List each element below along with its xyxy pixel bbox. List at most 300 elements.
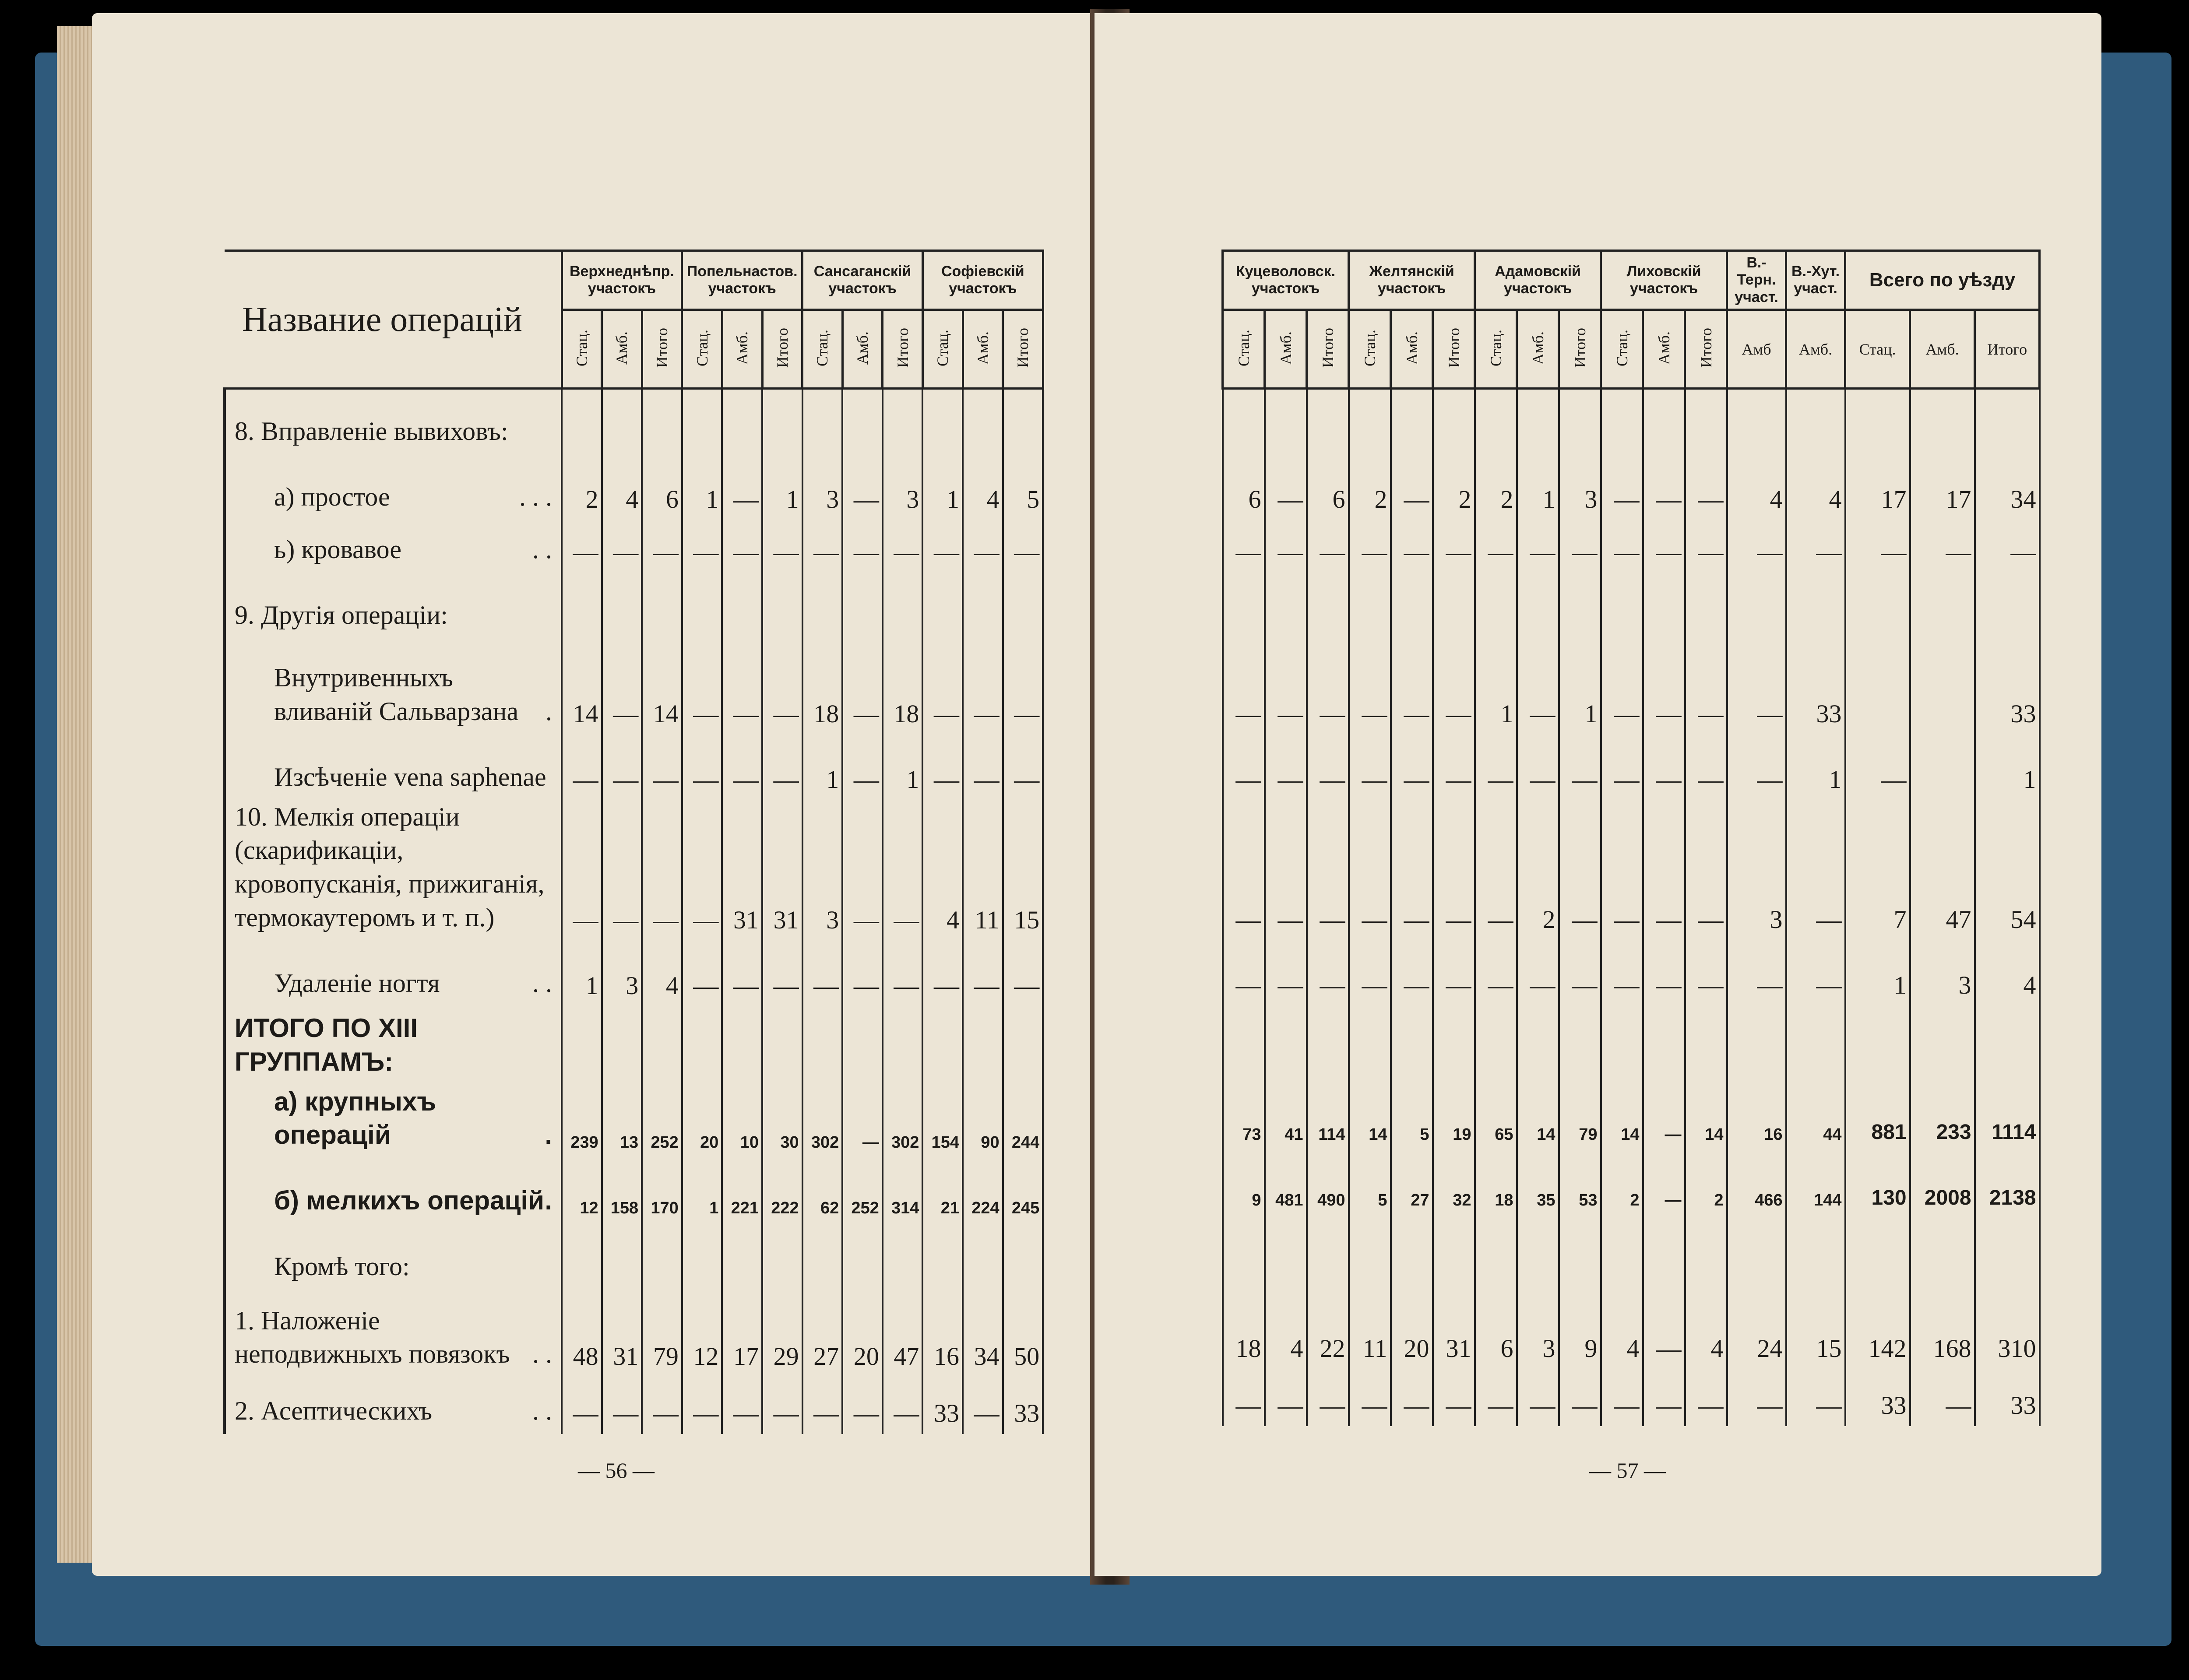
table-cell xyxy=(642,1224,682,1290)
table-cell xyxy=(1475,1006,1517,1085)
table-cell: — xyxy=(1475,1369,1517,1426)
table-cell xyxy=(1349,389,1391,454)
table-cell: 65 xyxy=(1475,1085,1517,1150)
table-cell: — xyxy=(762,941,802,1006)
table-cell: 4 xyxy=(1975,940,2040,1006)
table-cell: — xyxy=(1349,520,1391,573)
column-header-label: Стац. xyxy=(1487,330,1505,366)
table-cell xyxy=(1349,1006,1391,1085)
column-header-label: Стац. xyxy=(573,330,591,366)
operation-name-text: ИТОГО ПО XIII ГРУППАМЪ: xyxy=(235,1013,418,1076)
table-cell xyxy=(802,1224,843,1290)
table-cell: — xyxy=(562,520,602,573)
column-header-label: Стац. xyxy=(693,330,711,366)
table-cell: 44 xyxy=(1786,1085,1845,1150)
table-cell: 20 xyxy=(682,1085,722,1159)
table-cell: 1 xyxy=(1845,940,1910,1006)
table-cell: — xyxy=(1223,1369,1265,1426)
table-cell: 14 xyxy=(1685,1085,1727,1150)
table-cell: 4 xyxy=(963,454,1003,520)
table-cell: 881 xyxy=(1845,1085,1910,1150)
column-header-label: Амб. xyxy=(613,331,631,365)
table-cell: 2 xyxy=(1475,454,1517,520)
table-cell xyxy=(1307,1216,1349,1282)
table-cell xyxy=(1475,1216,1517,1282)
table-cell: 47 xyxy=(1910,800,1975,940)
table-cell: — xyxy=(883,520,923,573)
table-cell: — xyxy=(1517,1369,1559,1426)
table-cell: — xyxy=(1685,520,1727,573)
table-cell xyxy=(722,1006,762,1085)
operation-name-text: ь) кровавое xyxy=(274,534,401,564)
table-cell: — xyxy=(1003,638,1043,735)
table-cell: — xyxy=(1265,638,1307,735)
table-cell xyxy=(1517,1216,1559,1282)
table-cell: — xyxy=(562,735,602,800)
column-header xyxy=(802,310,843,389)
table-row xyxy=(225,573,1043,638)
table-cell xyxy=(963,389,1003,454)
table-cell: — xyxy=(1643,520,1685,573)
table-cell xyxy=(722,573,762,638)
operation-name xyxy=(225,941,562,1006)
table-cell xyxy=(1685,1006,1727,1085)
table-cell: — xyxy=(1391,454,1433,520)
table-row xyxy=(1223,1216,2040,1282)
table-cell: — xyxy=(1391,940,1433,1006)
table-cell: — xyxy=(1559,735,1601,800)
table-cell xyxy=(1845,638,1910,735)
table-row xyxy=(1223,389,2040,454)
column-header-label: Амб xyxy=(1742,340,1771,358)
column-header-label: Амб. xyxy=(1925,340,1959,358)
table-cell xyxy=(1349,1216,1391,1282)
column-header-label: Итого xyxy=(894,328,911,368)
table-cell xyxy=(1307,1006,1349,1085)
table-cell xyxy=(883,573,923,638)
table-cell: — xyxy=(1643,800,1685,940)
table-row xyxy=(1223,520,2040,573)
table-cell: — xyxy=(1349,1369,1391,1426)
table-cell: 79 xyxy=(1559,1085,1601,1150)
table-cell xyxy=(1391,1216,1433,1282)
table-cell xyxy=(1975,389,2040,454)
table-cell: — xyxy=(762,520,802,573)
leader-dots: . xyxy=(545,1186,552,1216)
column-header xyxy=(1727,310,1786,389)
table-cell: — xyxy=(1517,638,1559,735)
table-cell: 1 xyxy=(682,454,722,520)
table-cell xyxy=(1727,573,1786,638)
table-cell xyxy=(722,389,762,454)
table-cell: — xyxy=(1685,940,1727,1006)
table-cell: — xyxy=(682,735,722,800)
table-cell: 31 xyxy=(602,1290,642,1377)
table-cell: — xyxy=(602,520,642,573)
table-cell: 233 xyxy=(1910,1085,1975,1150)
table-cell: 14 xyxy=(642,638,682,735)
column-header xyxy=(963,310,1003,389)
table-cell: — xyxy=(1223,735,1265,800)
table-cell: 21 xyxy=(922,1158,963,1224)
table-cell: — xyxy=(1786,520,1845,573)
table-cell: 4 xyxy=(602,454,642,520)
table-cell: — xyxy=(1391,638,1433,735)
table-cell: — xyxy=(802,941,843,1006)
table-cell xyxy=(842,573,883,638)
table-cell xyxy=(1786,1006,1845,1085)
table-cell xyxy=(682,573,722,638)
column-header xyxy=(1265,310,1307,389)
table-cell: 27 xyxy=(802,1290,843,1377)
table-cell: 3 xyxy=(802,800,843,941)
table-cell: — xyxy=(722,735,762,800)
table-cell xyxy=(1910,1006,1975,1085)
right-operations-table xyxy=(1221,250,2041,1426)
table-cell: 16 xyxy=(922,1290,963,1377)
table-cell xyxy=(802,1006,843,1085)
table-cell: 224 xyxy=(963,1158,1003,1224)
table-cell: 32 xyxy=(1433,1150,1475,1216)
table-cell: — xyxy=(1685,638,1727,735)
table-cell: 6 xyxy=(642,454,682,520)
column-header-label: Стац. xyxy=(813,330,831,366)
table-cell: 4 xyxy=(1265,1282,1307,1369)
table-cell: — xyxy=(1845,520,1910,573)
table-cell: 1 xyxy=(883,735,923,800)
column-header-label: Итого xyxy=(773,328,791,368)
table-row xyxy=(225,1224,1043,1290)
table-cell: — xyxy=(682,1377,722,1434)
table-cell: — xyxy=(1727,735,1786,800)
table-cell: 252 xyxy=(842,1158,883,1224)
table-cell: 466 xyxy=(1727,1150,1786,1216)
column-header-label: Стац. xyxy=(1613,330,1631,366)
table-cell xyxy=(1727,1216,1786,1282)
table-cell: — xyxy=(802,520,843,573)
table-cell xyxy=(1433,573,1475,638)
table-row xyxy=(1223,638,2040,735)
column-header xyxy=(1307,310,1349,389)
column-header xyxy=(842,310,883,389)
table-cell xyxy=(1517,389,1559,454)
column-header-label: Амб. xyxy=(974,331,992,365)
left-page xyxy=(92,13,1130,1576)
district-header: Лиховскiй участокъ xyxy=(1601,251,1727,310)
column-header-label: Итого xyxy=(1697,328,1715,368)
table-cell: — xyxy=(1559,800,1601,940)
table-cell xyxy=(1845,1216,1910,1282)
table-cell: — xyxy=(1643,638,1685,735)
table-cell: — xyxy=(1601,520,1643,573)
table-cell: — xyxy=(1433,520,1475,573)
table-cell: — xyxy=(842,454,883,520)
table-cell: — xyxy=(1349,638,1391,735)
table-cell: — xyxy=(562,800,602,941)
column-header xyxy=(1910,310,1975,389)
district-header: В.-Хут. участ. xyxy=(1786,251,1845,310)
table-cell: 15 xyxy=(1003,800,1043,941)
operation-name xyxy=(225,454,562,520)
table-cell xyxy=(1559,389,1601,454)
table-cell: — xyxy=(1559,1369,1601,1426)
table-cell: 490 xyxy=(1307,1150,1349,1216)
operation-name-text: Удаленiе ногтя xyxy=(274,968,440,998)
table-cell: — xyxy=(1307,638,1349,735)
table-cell xyxy=(1727,389,1786,454)
table-cell xyxy=(1003,1224,1043,1290)
table-cell xyxy=(762,1006,802,1085)
table-cell: 73 xyxy=(1223,1085,1265,1150)
table-cell: 314 xyxy=(883,1158,923,1224)
table-cell: 20 xyxy=(1391,1282,1433,1369)
table-cell: 19 xyxy=(1433,1085,1475,1150)
table-cell: — xyxy=(1601,638,1643,735)
leader-dots: . . xyxy=(532,1396,552,1426)
leader-dots: . . xyxy=(532,968,552,998)
column-header xyxy=(1975,310,2040,389)
table-cell xyxy=(1910,389,1975,454)
table-cell: 13 xyxy=(602,1085,642,1159)
table-cell xyxy=(1727,1006,1786,1085)
table-cell: 1 xyxy=(922,454,963,520)
table-cell: 12 xyxy=(682,1290,722,1377)
table-cell: — xyxy=(1265,735,1307,800)
leader-dots: . . . xyxy=(519,482,552,511)
table-cell: 1 xyxy=(562,941,602,1006)
table-cell: 4 xyxy=(922,800,963,941)
table-cell: — xyxy=(1786,940,1845,1006)
table-cell: — xyxy=(842,735,883,800)
operation-name-text: Кромѣ того: xyxy=(274,1252,410,1281)
table-cell: 3 xyxy=(602,941,642,1006)
table-cell xyxy=(602,573,642,638)
operation-name xyxy=(225,389,562,454)
table-cell: — xyxy=(762,638,802,735)
table-cell xyxy=(1643,389,1685,454)
table-cell: — xyxy=(722,1377,762,1434)
table-cell: 1 xyxy=(1975,735,2040,800)
column-header-label: Стац. xyxy=(1859,340,1896,358)
table-cell xyxy=(922,1006,963,1085)
right-page xyxy=(1094,13,2101,1576)
table-row xyxy=(225,800,1043,941)
table-cell xyxy=(1223,389,1265,454)
table-cell: 144 xyxy=(1786,1150,1845,1216)
table-cell: 310 xyxy=(1975,1282,2040,1369)
table-row xyxy=(1223,573,2040,638)
table-cell xyxy=(1391,1006,1433,1085)
table-cell: — xyxy=(1433,940,1475,1006)
table-cell xyxy=(802,389,843,454)
table-cell: — xyxy=(1727,520,1786,573)
column-header xyxy=(562,310,602,389)
table-cell xyxy=(562,1224,602,1290)
table-cell: — xyxy=(883,800,923,941)
table-cell: 7 xyxy=(1845,800,1910,940)
operation-name-text: б) мелкихъ операцiй xyxy=(274,1186,544,1216)
table-cell: 14 xyxy=(562,638,602,735)
table-cell: 154 xyxy=(922,1085,963,1159)
operation-name xyxy=(225,1290,562,1377)
table-cell: 5 xyxy=(1003,454,1043,520)
table-cell: 18 xyxy=(883,638,923,735)
table-cell xyxy=(1643,573,1685,638)
table-cell: 2 xyxy=(1685,1150,1727,1216)
table-row xyxy=(225,1158,1043,1224)
table-cell: — xyxy=(1475,520,1517,573)
table-cell: — xyxy=(762,1377,802,1434)
table-cell xyxy=(1265,573,1307,638)
operation-name xyxy=(225,1377,562,1434)
table-cell: 4 xyxy=(1601,1282,1643,1369)
operation-name-text: а) крупныхъ операцiй xyxy=(274,1086,436,1150)
table-cell xyxy=(1643,1216,1685,1282)
table-cell: 20 xyxy=(842,1290,883,1377)
table-cell xyxy=(1845,389,1910,454)
operation-name xyxy=(225,800,562,941)
column-header xyxy=(1223,310,1265,389)
table-cell: — xyxy=(1003,941,1043,1006)
table-cell: 14 xyxy=(1517,1085,1559,1150)
table-cell: — xyxy=(842,800,883,941)
table-row xyxy=(1223,454,2040,520)
table-cell: 29 xyxy=(762,1290,802,1377)
table-cell: — xyxy=(842,1085,883,1159)
table-cell: 54 xyxy=(1975,800,2040,940)
table-cell: — xyxy=(1517,735,1559,800)
table-cell: 14 xyxy=(1349,1085,1391,1150)
operation-name-text: 8. Вправленiе вывиховъ: xyxy=(235,416,508,446)
table-cell xyxy=(762,389,802,454)
table-row xyxy=(225,1006,1043,1085)
table-cell: 9 xyxy=(1223,1150,1265,1216)
table-cell xyxy=(963,1224,1003,1290)
table-cell: — xyxy=(1349,735,1391,800)
table-cell xyxy=(1786,1216,1845,1282)
table-cell xyxy=(1559,1216,1601,1282)
leader-dots: . xyxy=(545,1120,552,1150)
table-cell: 31 xyxy=(722,800,762,941)
column-header xyxy=(682,310,722,389)
table-row xyxy=(1223,1085,2040,1150)
left-operations-table xyxy=(223,250,1044,1434)
table-cell: 10 xyxy=(722,1085,762,1159)
table-cell: 4 xyxy=(1727,454,1786,520)
table-cell: 245 xyxy=(1003,1158,1043,1224)
district-header: Куцеволовск. участокъ xyxy=(1223,251,1349,310)
leader-dots: . xyxy=(545,696,552,726)
table-cell xyxy=(842,1006,883,1085)
table-cell xyxy=(1475,573,1517,638)
column-header xyxy=(1003,310,1043,389)
table-cell: 1114 xyxy=(1975,1085,2040,1150)
table-cell: 90 xyxy=(963,1085,1003,1159)
table-cell: 17 xyxy=(1910,454,1975,520)
operation-name xyxy=(225,638,562,735)
table-cell xyxy=(1975,1216,2040,1282)
table-cell: 18 xyxy=(1475,1150,1517,1216)
table-cell xyxy=(682,1006,722,1085)
table-cell xyxy=(963,1006,1003,1085)
table-cell: — xyxy=(1265,454,1307,520)
table-cell xyxy=(682,1224,722,1290)
table-cell: 481 xyxy=(1265,1150,1307,1216)
table-cell: — xyxy=(1223,520,1265,573)
column-header-label: Итого xyxy=(1319,328,1337,368)
table-cell: 79 xyxy=(642,1290,682,1377)
column-header xyxy=(1559,310,1601,389)
table-cell: 2 xyxy=(1349,454,1391,520)
table-cell: — xyxy=(722,941,762,1006)
table-cell: — xyxy=(1307,520,1349,573)
table-cell: 18 xyxy=(802,638,843,735)
table-cell: — xyxy=(842,1377,883,1434)
table-cell: 4 xyxy=(1685,1282,1727,1369)
table-row xyxy=(1223,940,2040,1006)
table-cell: — xyxy=(963,735,1003,800)
table-cell: 5 xyxy=(1391,1085,1433,1150)
table-cell: 3 xyxy=(1910,940,1975,1006)
table-cell: 2138 xyxy=(1975,1150,2040,1216)
table-cell: — xyxy=(1517,940,1559,1006)
table-cell: 33 xyxy=(1975,638,2040,735)
table-cell: 130 xyxy=(1845,1150,1910,1216)
table-cell: — xyxy=(1601,1369,1643,1426)
table-cell: 22 xyxy=(1307,1282,1349,1369)
table-cell: 35 xyxy=(1517,1150,1559,1216)
table-cell: — xyxy=(1349,800,1391,940)
column-header xyxy=(883,310,923,389)
table-cell: 2008 xyxy=(1910,1150,1975,1216)
table-cell xyxy=(1223,1006,1265,1085)
table-cell: — xyxy=(1517,520,1559,573)
table-cell xyxy=(1517,573,1559,638)
table-cell xyxy=(1265,1216,1307,1282)
column-header-label: Амб. xyxy=(854,331,872,365)
table-cell: — xyxy=(1601,454,1643,520)
table-cell: 221 xyxy=(722,1158,762,1224)
table-cell: — xyxy=(1643,1369,1685,1426)
table-cell xyxy=(802,573,843,638)
table-cell: 17 xyxy=(722,1290,762,1377)
table-cell xyxy=(1003,1006,1043,1085)
table-cell xyxy=(1685,389,1727,454)
table-cell: — xyxy=(1265,1369,1307,1426)
operation-name-text: Внутривенныхъ вливанiй Сальварзана xyxy=(274,663,519,726)
column-header xyxy=(642,310,682,389)
table-cell xyxy=(1003,573,1043,638)
table-cell: — xyxy=(562,1377,602,1434)
column-header-label: Итого xyxy=(1445,328,1463,368)
table-cell xyxy=(1910,735,1975,800)
leader-dots: . . xyxy=(532,1339,552,1369)
table-cell xyxy=(602,1006,642,1085)
table-cell xyxy=(842,1224,883,1290)
operation-name-header: Название операцiй xyxy=(225,251,562,389)
district-header: Желтянскiй участокъ xyxy=(1349,251,1475,310)
table-cell: 222 xyxy=(762,1158,802,1224)
table-cell: — xyxy=(1727,638,1786,735)
table-cell: 18 xyxy=(1223,1282,1265,1369)
table-cell: 1 xyxy=(1475,638,1517,735)
operation-name xyxy=(225,573,562,638)
table-row xyxy=(1223,1150,2040,1216)
table-cell: 2 xyxy=(1601,1150,1643,1216)
table-cell: — xyxy=(1475,800,1517,940)
table-cell: — xyxy=(842,941,883,1006)
table-cell: — xyxy=(1910,1369,1975,1426)
